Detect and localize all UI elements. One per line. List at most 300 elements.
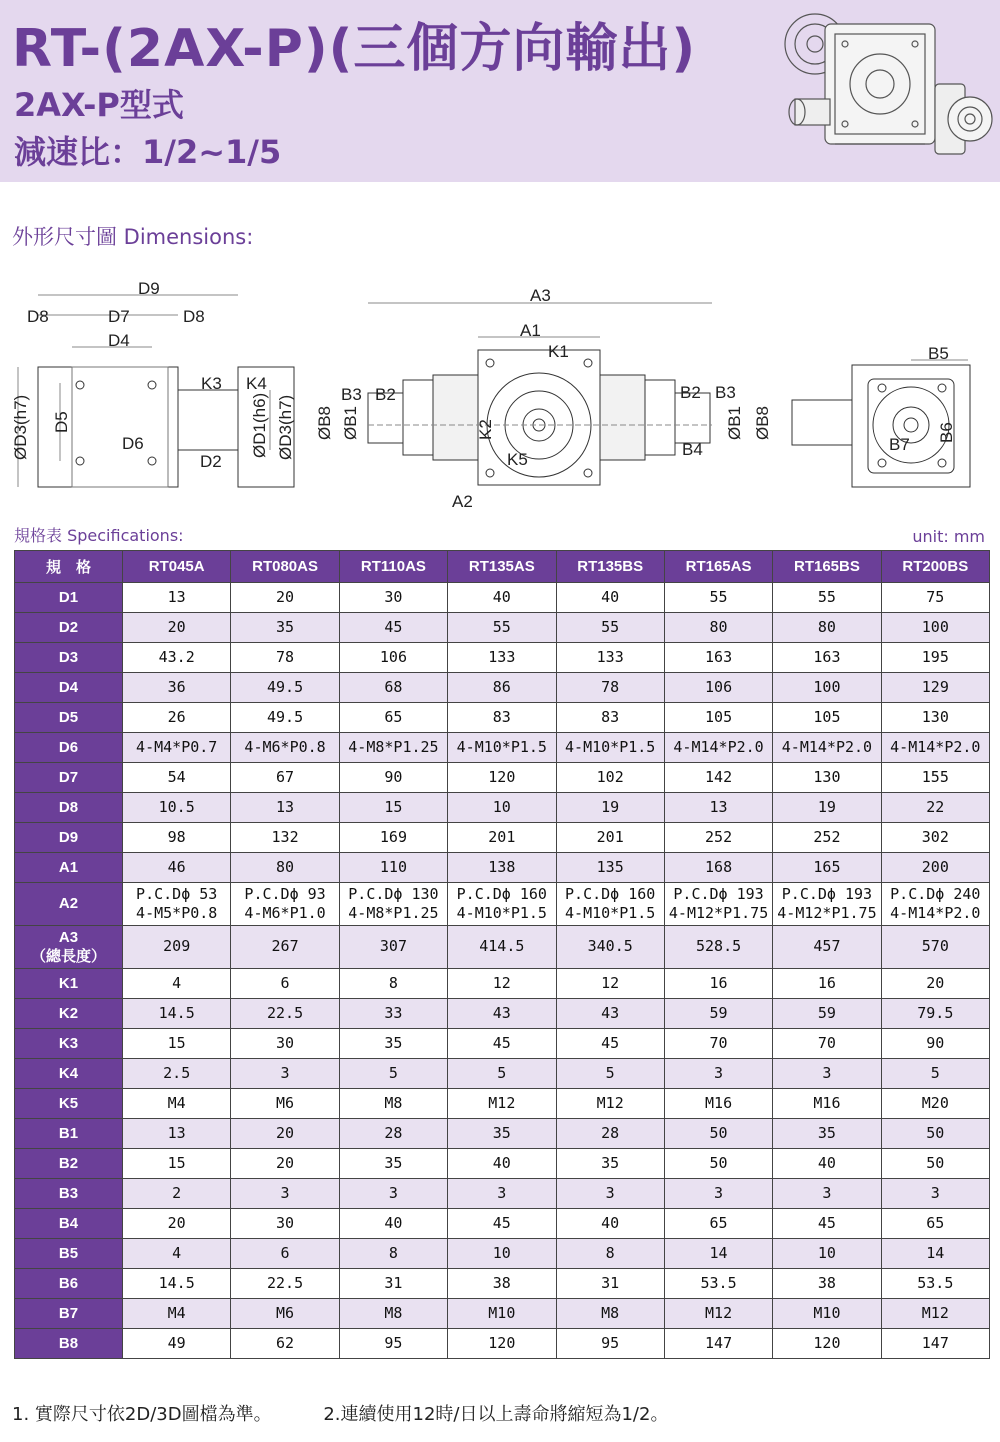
label-right-1: B7 xyxy=(889,435,910,454)
table-cell: 155 xyxy=(881,763,989,793)
table-cell: 4 xyxy=(123,969,231,999)
table-cell: M8 xyxy=(556,1299,664,1329)
header-label: 規 格 xyxy=(15,551,123,583)
table-cell: 43 xyxy=(448,999,556,1029)
table-cell: 55 xyxy=(773,583,881,613)
table-cell: 4-M14*P2.0 xyxy=(881,733,989,763)
row-label: B5 xyxy=(15,1239,123,1269)
table-cell: 106 xyxy=(339,643,447,673)
table-row xyxy=(15,1149,990,1179)
label-left-2: D7 xyxy=(108,307,130,326)
table-cell: 14 xyxy=(881,1239,989,1269)
row-label: K5 xyxy=(15,1089,123,1119)
table-cell: 40 xyxy=(556,1209,664,1239)
table-cell: 38 xyxy=(448,1269,556,1299)
label-left-11: ØD1(h6) xyxy=(250,392,269,458)
table-cell: M12 xyxy=(881,1299,989,1329)
table-cell: 35 xyxy=(339,1029,447,1059)
table-cell: 70 xyxy=(664,1029,772,1059)
table-cell: 55 xyxy=(664,583,772,613)
table-cell: 135 xyxy=(556,853,664,883)
table-cell: 35 xyxy=(339,1149,447,1179)
table-row xyxy=(15,1239,990,1269)
table-cell: 4-M10*P1.5 xyxy=(448,733,556,763)
footnotes xyxy=(12,1400,714,1426)
row-label: D1 xyxy=(15,583,123,613)
table-cell: 10 xyxy=(448,793,556,823)
table-row xyxy=(15,583,990,613)
table-cell: 19 xyxy=(556,793,664,823)
table-cell: 78 xyxy=(556,673,664,703)
table-cell: M4 xyxy=(123,1089,231,1119)
unit-label: unit: mm xyxy=(912,527,985,546)
row-label: K3 xyxy=(15,1029,123,1059)
table-row xyxy=(15,1119,990,1149)
table-cell: 46 xyxy=(123,853,231,883)
row-label: D3 xyxy=(15,643,123,673)
table-cell: P.C.Dϕ 160 4-M10*P1.5 xyxy=(556,883,664,926)
table-cell: 31 xyxy=(556,1269,664,1299)
table-cell: 8 xyxy=(556,1239,664,1269)
table-cell: 6 xyxy=(231,969,339,999)
model-header: RT135AS xyxy=(448,551,556,583)
table-cell: 200 xyxy=(881,853,989,883)
table-row xyxy=(15,643,990,673)
table-cell: 3 xyxy=(448,1179,556,1209)
table-cell: 65 xyxy=(881,1209,989,1239)
table-cell: 68 xyxy=(339,673,447,703)
table-cell: 50 xyxy=(881,1119,989,1149)
table-cell: 4-M14*P2.0 xyxy=(773,733,881,763)
table-cell: 15 xyxy=(123,1029,231,1059)
table-cell: 3 xyxy=(556,1179,664,1209)
table-cell: 4-M4*P0.7 xyxy=(123,733,231,763)
table-cell: M16 xyxy=(773,1089,881,1119)
model-header: RT110AS xyxy=(339,551,447,583)
table-row xyxy=(15,613,990,643)
table-cell: 55 xyxy=(556,613,664,643)
table-cell: 36 xyxy=(123,673,231,703)
model-header: RT200BS xyxy=(881,551,989,583)
table-cell: 138 xyxy=(448,853,556,883)
table-cell: 12 xyxy=(556,969,664,999)
row-label: D5 xyxy=(15,703,123,733)
table-row xyxy=(15,673,990,703)
table-cell: 45 xyxy=(448,1209,556,1239)
table-cell: 5 xyxy=(448,1059,556,1089)
table-cell: 8 xyxy=(339,1239,447,1269)
table-cell: 49.5 xyxy=(231,703,339,733)
row-label: K1 xyxy=(15,969,123,999)
page-subtitle: 2AX-P型式 xyxy=(14,86,184,124)
table-cell: 40 xyxy=(773,1149,881,1179)
table-cell: 80 xyxy=(773,613,881,643)
table-cell: 195 xyxy=(881,643,989,673)
model-header: RT045A xyxy=(123,551,231,583)
table-cell: 169 xyxy=(339,823,447,853)
table-cell: 3 xyxy=(881,1179,989,1209)
model-header: RT080AS xyxy=(231,551,339,583)
row-label: K4 xyxy=(15,1059,123,1089)
table-cell: 45 xyxy=(773,1209,881,1239)
table-cell: 16 xyxy=(664,969,772,999)
table-cell: 4 xyxy=(123,1239,231,1269)
table-cell: 252 xyxy=(773,823,881,853)
table-cell: 163 xyxy=(773,643,881,673)
footnote-2: 2.連續使用12時/日以上壽命將縮短為1/2。 xyxy=(323,1404,669,1425)
table-cell: P.C.Dϕ 193 4-M12*P1.75 xyxy=(664,883,772,926)
row-label: A3 （總長度） xyxy=(15,926,123,969)
table-cell: 102 xyxy=(556,763,664,793)
label-left-0: D9 xyxy=(138,279,160,298)
table-cell: 98 xyxy=(123,823,231,853)
specifications-heading: 規格表 Specifications: xyxy=(14,526,184,545)
table-cell: 147 xyxy=(664,1329,772,1359)
table-cell: 38 xyxy=(773,1269,881,1299)
model-header: RT135BS xyxy=(556,551,664,583)
table-cell: 100 xyxy=(773,673,881,703)
row-label: B8 xyxy=(15,1329,123,1359)
table-cell: 10 xyxy=(448,1239,556,1269)
header-banner xyxy=(0,0,1000,182)
table-cell: 3 xyxy=(664,1179,772,1209)
table-cell: 40 xyxy=(448,1149,556,1179)
label-left-9: ØD3(h7) xyxy=(11,394,30,460)
row-label: B7 xyxy=(15,1299,123,1329)
table-row xyxy=(15,883,990,926)
table-row xyxy=(15,823,990,853)
table-cell: 4-M10*P1.5 xyxy=(556,733,664,763)
row-label: D7 xyxy=(15,763,123,793)
table-cell: 105 xyxy=(773,703,881,733)
table-row xyxy=(15,969,990,999)
table-cell: M4 xyxy=(123,1299,231,1329)
table-row xyxy=(15,763,990,793)
dimensions-heading: 外形尺寸圖 Dimensions: xyxy=(12,225,254,249)
row-label: A1 xyxy=(15,853,123,883)
table-cell: 35 xyxy=(231,613,339,643)
table-cell: 105 xyxy=(664,703,772,733)
table-cell: 3 xyxy=(773,1059,881,1089)
model-header: RT165AS xyxy=(664,551,772,583)
table-cell: 54 xyxy=(123,763,231,793)
table-cell: 4-M14*P2.0 xyxy=(664,733,772,763)
table-row xyxy=(15,703,990,733)
table-cell: 43 xyxy=(556,999,664,1029)
table-cell: 3 xyxy=(339,1179,447,1209)
table-cell: 570 xyxy=(881,926,989,969)
table-cell: 80 xyxy=(664,613,772,643)
row-label: D8 xyxy=(15,793,123,823)
table-cell: 15 xyxy=(123,1149,231,1179)
row-label: B4 xyxy=(15,1209,123,1239)
specifications-table xyxy=(14,550,990,1359)
table-cell: 30 xyxy=(339,583,447,613)
label-left-1: D8 xyxy=(27,307,49,326)
table-cell: 302 xyxy=(881,823,989,853)
table-cell: 53.5 xyxy=(881,1269,989,1299)
label-left-6: K4 xyxy=(246,374,267,393)
table-cell: 35 xyxy=(556,1149,664,1179)
table-cell: 55 xyxy=(448,613,556,643)
table-cell: 201 xyxy=(448,823,556,853)
table-cell: 45 xyxy=(339,613,447,643)
row-label: D6 xyxy=(15,733,123,763)
table-cell: P.C.Dϕ 193 4-M12*P1.75 xyxy=(773,883,881,926)
table-cell: 14 xyxy=(664,1239,772,1269)
table-cell: M6 xyxy=(231,1089,339,1119)
label-right-2: B6 xyxy=(937,422,956,443)
table-cell: 53.5 xyxy=(664,1269,772,1299)
label-center-1: A1 xyxy=(520,321,541,340)
label-center-8: ØB1 xyxy=(341,405,360,440)
label-center-6: B3 xyxy=(715,383,736,402)
table-cell: 147 xyxy=(881,1329,989,1359)
table-cell: 95 xyxy=(556,1329,664,1359)
table-cell: 165 xyxy=(773,853,881,883)
row-label: D4 xyxy=(15,673,123,703)
table-cell: 20 xyxy=(881,969,989,999)
table-cell: 40 xyxy=(448,583,556,613)
table-cell: 130 xyxy=(881,703,989,733)
table-cell: 30 xyxy=(231,1209,339,1239)
table-cell: 110 xyxy=(339,853,447,883)
table-row xyxy=(15,1209,990,1239)
table-cell: 252 xyxy=(664,823,772,853)
table-cell: 4-M6*P0.8 xyxy=(231,733,339,763)
table-cell: 5 xyxy=(556,1059,664,1089)
label-right-0: B5 xyxy=(928,344,949,363)
table-cell: 62 xyxy=(231,1329,339,1359)
table-row xyxy=(15,1269,990,1299)
table-cell: M20 xyxy=(881,1089,989,1119)
table-cell: 2.5 xyxy=(123,1059,231,1089)
table-cell: 20 xyxy=(231,1119,339,1149)
table-cell: 120 xyxy=(448,763,556,793)
table-cell: 528.5 xyxy=(664,926,772,969)
table-cell: M12 xyxy=(556,1089,664,1119)
table-cell: 457 xyxy=(773,926,881,969)
table-cell: 5 xyxy=(339,1059,447,1089)
table-cell: 3 xyxy=(231,1059,339,1089)
table-cell: 15 xyxy=(339,793,447,823)
label-center-11: B4 xyxy=(682,440,703,459)
label-center-14: A2 xyxy=(452,492,473,511)
table-cell: 20 xyxy=(231,583,339,613)
label-center-13: ØB8 xyxy=(753,405,772,440)
table-cell: 13 xyxy=(664,793,772,823)
table-cell: 31 xyxy=(339,1269,447,1299)
table-cell: 13 xyxy=(231,793,339,823)
table-cell: 50 xyxy=(881,1149,989,1179)
table-cell: M10 xyxy=(448,1299,556,1329)
table-cell: 59 xyxy=(664,999,772,1029)
table-cell: 16 xyxy=(773,969,881,999)
label-center-7: ØB8 xyxy=(315,405,334,440)
table-cell: 142 xyxy=(664,763,772,793)
page-title: RT-(2AX-P)(三個方向輸出) xyxy=(12,19,697,79)
table-cell: 33 xyxy=(339,999,447,1029)
table-cell: 50 xyxy=(664,1149,772,1179)
label-center-9: K2 xyxy=(476,419,495,440)
table-cell: 14.5 xyxy=(123,1269,231,1299)
table-row xyxy=(15,1299,990,1329)
row-label: D2 xyxy=(15,613,123,643)
label-center-4: B2 xyxy=(375,385,396,404)
label-left-4: D4 xyxy=(108,331,130,350)
table-cell: 130 xyxy=(773,763,881,793)
table-cell: 65 xyxy=(339,703,447,733)
row-label: B6 xyxy=(15,1269,123,1299)
label-left-8: D2 xyxy=(200,452,222,471)
table-cell: 75 xyxy=(881,583,989,613)
table-cell: 10.5 xyxy=(123,793,231,823)
label-center-5: B2 xyxy=(680,383,701,402)
table-cell: 22 xyxy=(881,793,989,823)
label-center-12: ØB1 xyxy=(725,405,744,440)
label-center-3: B3 xyxy=(341,385,362,404)
table-cell: 2 xyxy=(123,1179,231,1209)
table-cell: 35 xyxy=(448,1119,556,1149)
row-label: B2 xyxy=(15,1149,123,1179)
table-cell: 209 xyxy=(123,926,231,969)
table-cell: 340.5 xyxy=(556,926,664,969)
table-cell: 22.5 xyxy=(231,1269,339,1299)
table-cell: 19 xyxy=(773,793,881,823)
table-cell: 106 xyxy=(664,673,772,703)
table-cell: 45 xyxy=(448,1029,556,1059)
table-row xyxy=(15,926,990,969)
table-cell: 4-M8*P1.25 xyxy=(339,733,447,763)
table-cell: 83 xyxy=(556,703,664,733)
label-center-0: A3 xyxy=(530,286,551,305)
table-cell: 12 xyxy=(448,969,556,999)
table-cell: 120 xyxy=(773,1329,881,1359)
table-cell: 133 xyxy=(448,643,556,673)
table-cell: P.C.Dϕ 240 4-M14*P2.0 xyxy=(881,883,989,926)
table-cell: 3 xyxy=(773,1179,881,1209)
table-cell: 79.5 xyxy=(881,999,989,1029)
table-cell: 65 xyxy=(664,1209,772,1239)
label-center-10: K5 xyxy=(507,450,528,469)
table-cell: 120 xyxy=(448,1329,556,1359)
model-header: RT165BS xyxy=(773,551,881,583)
table-row xyxy=(15,1029,990,1059)
table-cell: 40 xyxy=(339,1209,447,1239)
table-cell: M16 xyxy=(664,1089,772,1119)
table-cell: M12 xyxy=(448,1089,556,1119)
table-cell: M8 xyxy=(339,1089,447,1119)
table-cell: 267 xyxy=(231,926,339,969)
table-cell: 13 xyxy=(123,1119,231,1149)
table-cell: 20 xyxy=(123,613,231,643)
table-cell: 43.2 xyxy=(123,643,231,673)
table-cell: 28 xyxy=(556,1119,664,1149)
table-cell: 10 xyxy=(773,1239,881,1269)
table-row xyxy=(15,793,990,823)
label-left-5: K3 xyxy=(201,374,222,393)
table-cell: P.C.Dϕ 130 4-M8*P1.25 xyxy=(339,883,447,926)
label-center-2: K1 xyxy=(548,342,569,361)
table-cell: 70 xyxy=(773,1029,881,1059)
table-cell: P.C.Dϕ 93 4-M6*P1.0 xyxy=(231,883,339,926)
table-row xyxy=(15,1089,990,1119)
table-row xyxy=(15,1059,990,1089)
table-cell: M10 xyxy=(773,1299,881,1329)
row-label: B3 xyxy=(15,1179,123,1209)
table-cell: 414.5 xyxy=(448,926,556,969)
table-cell: 163 xyxy=(664,643,772,673)
table-cell: 49.5 xyxy=(231,673,339,703)
table-cell: 100 xyxy=(881,613,989,643)
reduction-ratio: 減速比：1/2~1/5 xyxy=(14,133,282,171)
table-cell: 80 xyxy=(231,853,339,883)
table-cell: 20 xyxy=(231,1149,339,1179)
table-cell: 8 xyxy=(339,969,447,999)
table-cell: 67 xyxy=(231,763,339,793)
table-cell: 307 xyxy=(339,926,447,969)
table-header-row xyxy=(15,551,990,583)
table-cell: 86 xyxy=(448,673,556,703)
table-cell: 20 xyxy=(123,1209,231,1239)
label-left-10: D5 xyxy=(52,411,71,433)
table-cell: 168 xyxy=(664,853,772,883)
gearbox-illustration xyxy=(775,4,995,180)
table-cell: 26 xyxy=(123,703,231,733)
table-row xyxy=(15,999,990,1029)
table-cell: 45 xyxy=(556,1029,664,1059)
table-row xyxy=(15,733,990,763)
table-row xyxy=(15,853,990,883)
row-label: A2 xyxy=(15,883,123,926)
row-label: B1 xyxy=(15,1119,123,1149)
footnote-1: 1. 實際尺寸依2D/3D圖檔為準。 xyxy=(12,1404,272,1425)
table-cell: 5 xyxy=(881,1059,989,1089)
table-cell: 90 xyxy=(881,1029,989,1059)
table-cell: 133 xyxy=(556,643,664,673)
table-cell: 83 xyxy=(448,703,556,733)
table-cell: M12 xyxy=(664,1299,772,1329)
table-cell: 3 xyxy=(664,1059,772,1089)
label-left-3: D8 xyxy=(183,307,205,326)
table-cell: P.C.Dϕ 53 4-M5*P0.8 xyxy=(123,883,231,926)
table-cell: 78 xyxy=(231,643,339,673)
table-cell: 30 xyxy=(231,1029,339,1059)
table-cell: M8 xyxy=(339,1299,447,1329)
table-cell: 3 xyxy=(231,1179,339,1209)
table-cell: 95 xyxy=(339,1329,447,1359)
table-cell: 50 xyxy=(664,1119,772,1149)
table-cell: M6 xyxy=(231,1299,339,1329)
table-cell: 35 xyxy=(773,1119,881,1149)
table-cell: 28 xyxy=(339,1119,447,1149)
table-cell: 129 xyxy=(881,673,989,703)
table-cell: 14.5 xyxy=(123,999,231,1029)
table-row xyxy=(15,1179,990,1209)
table-cell: 201 xyxy=(556,823,664,853)
table-cell: 90 xyxy=(339,763,447,793)
row-label: D9 xyxy=(15,823,123,853)
table-cell: 6 xyxy=(231,1239,339,1269)
table-cell: 13 xyxy=(123,583,231,613)
label-left-7: D6 xyxy=(122,434,144,453)
row-label: K2 xyxy=(15,999,123,1029)
table-cell: 59 xyxy=(773,999,881,1029)
table-cell: P.C.Dϕ 160 4-M10*P1.5 xyxy=(448,883,556,926)
table-cell: 22.5 xyxy=(231,999,339,1029)
table-cell: 40 xyxy=(556,583,664,613)
label-left-12: ØD3(h7) xyxy=(276,394,295,460)
